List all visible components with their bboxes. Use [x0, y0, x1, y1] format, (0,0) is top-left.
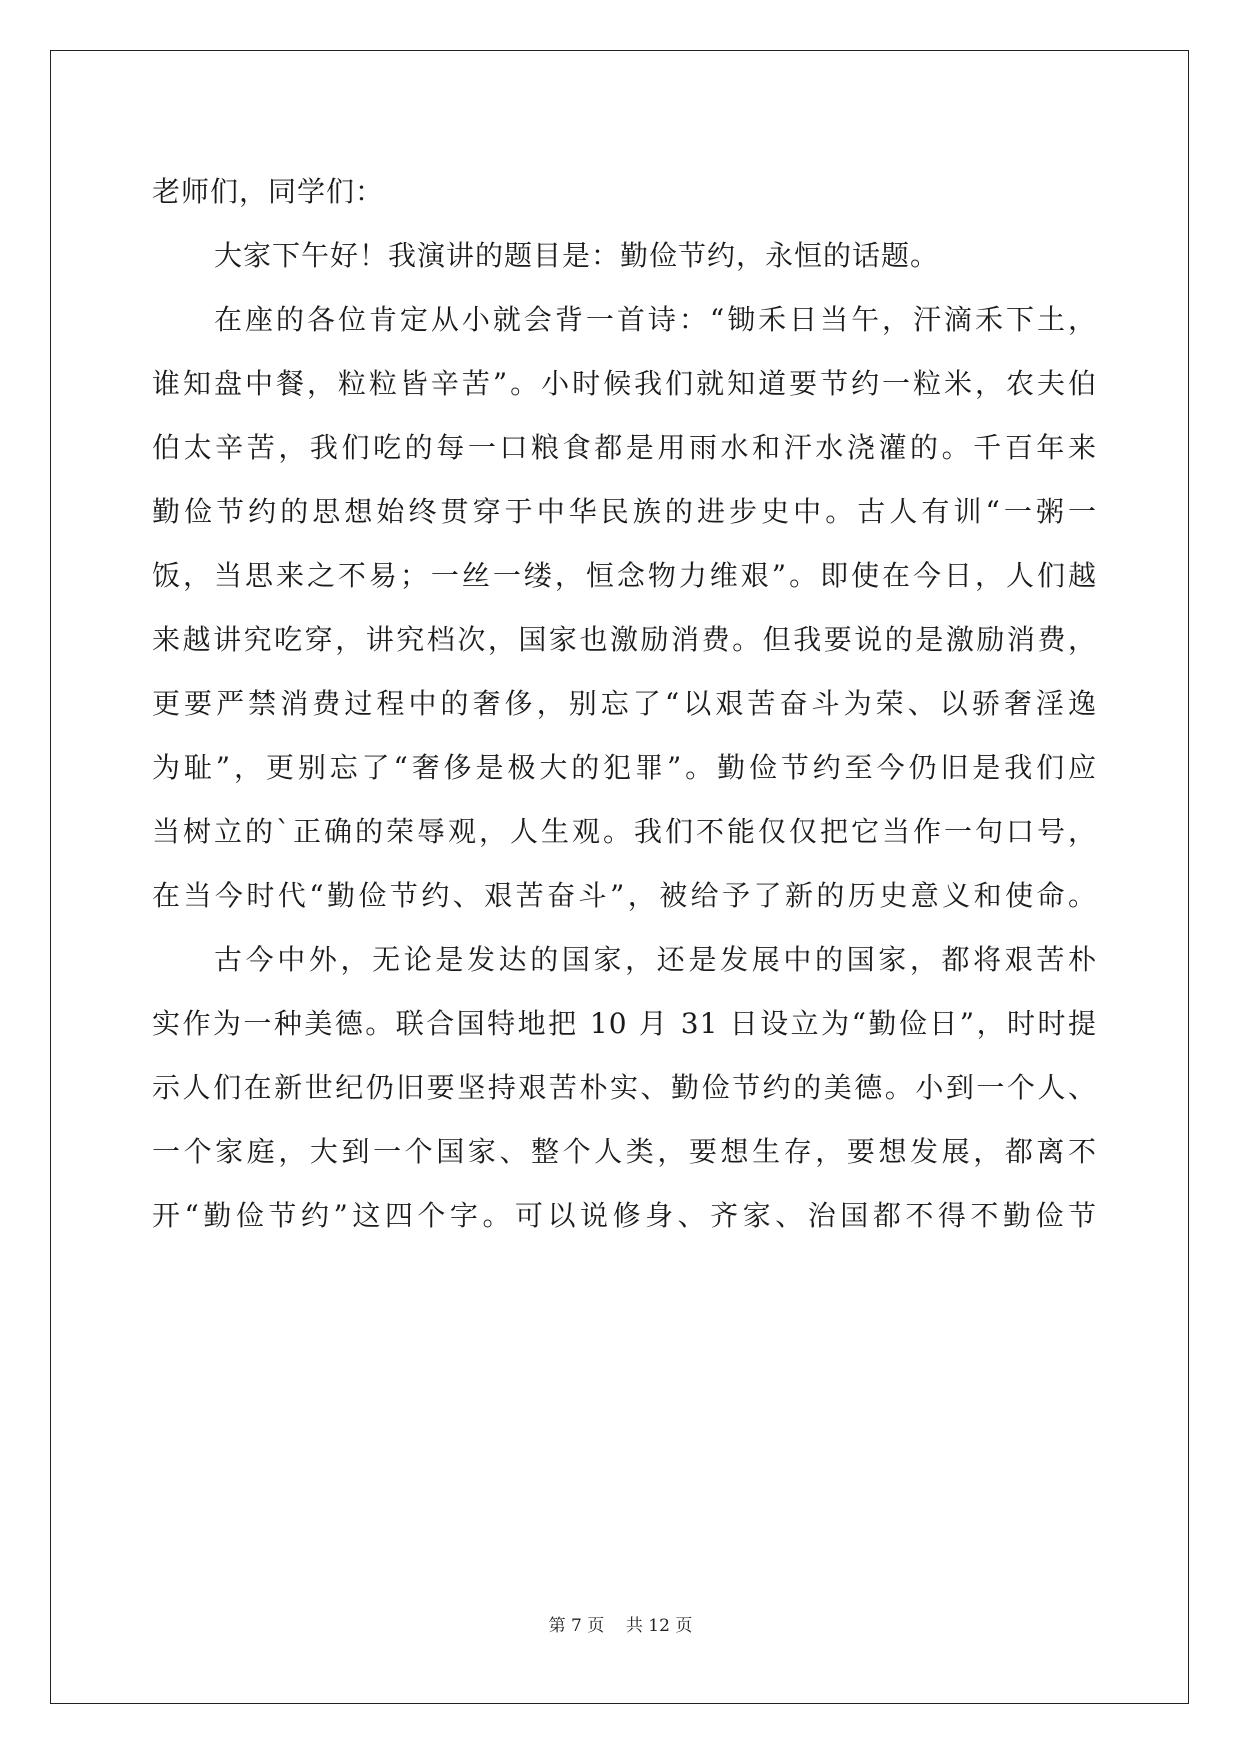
page-total: 共 12 页: [625, 1616, 693, 1636]
text-line: 为耻”，更别忘了“奢侈是极大的犯罪”。勤俭节约至今仍旧是我们应: [152, 751, 1097, 784]
text-line: 更要严禁消费过程中的奢侈，别忘了“以艰苦奋斗为荣、以骄奢淫逸: [152, 687, 1097, 720]
text-line: 饭，当思来之不易；一丝一缕，恒念物力维艰”。即使在今日，人们越: [152, 559, 1097, 592]
text-line: 大家下午好！我演讲的题目是：勤俭节约，永恒的话题。: [214, 239, 940, 272]
text-line: 古今中外，无论是发达的国家，还是发展中的国家，都将艰苦朴: [214, 943, 1097, 976]
text-line: 勤俭节约的思想始终贯穿于中华民族的进步史中。古人有训“一粥一: [152, 495, 1097, 528]
text-line: 在座的各位肯定从小就会背一首诗：“锄禾日当午，汗滴禾下土，: [214, 303, 1097, 336]
text-line: 在当今时代“勤俭节约、艰苦奋斗”，被给予了新的历史意义和使命。: [152, 879, 1097, 912]
text-line: 老师们，同学们：: [152, 175, 385, 208]
text-line: 伯太辛苦，我们吃的每一口粮食都是用雨水和汗水浇灌的。千百年来: [152, 431, 1097, 464]
text-line: 来越讲究吃穿，讲究档次，国家也激励消费。但我要说的是激励消费，: [152, 623, 1097, 656]
text-line: 一个家庭，大到一个国家、整个人类，要想生存，要想发展，都离不: [152, 1135, 1097, 1168]
text-line: 谁知盘中餐，粒粒皆辛苦”。小时候我们就知道要节约一粒米，农夫伯: [152, 367, 1097, 400]
document-body: [152, 160, 1097, 1248]
text-line: 示人们在新世纪仍旧要坚持艰苦朴实、勤俭节约的美德。小到一个人、: [152, 1071, 1097, 1104]
page-number: 第 7 页: [548, 1616, 605, 1636]
text-line: 开“勤俭节约”这四个字。可以说修身、齐家、治国都不得不勤俭节: [152, 1199, 1097, 1232]
text-line: 当树立的`正确的荣辱观，人生观。我们不能仅仅把它当作一句口号，: [152, 815, 1097, 848]
page-footer: [0, 1611, 1241, 1636]
text-line: 实作为一种美德。联合国特地把 10 月 31 日设立为“勤俭日”，时时提: [152, 1007, 1097, 1040]
